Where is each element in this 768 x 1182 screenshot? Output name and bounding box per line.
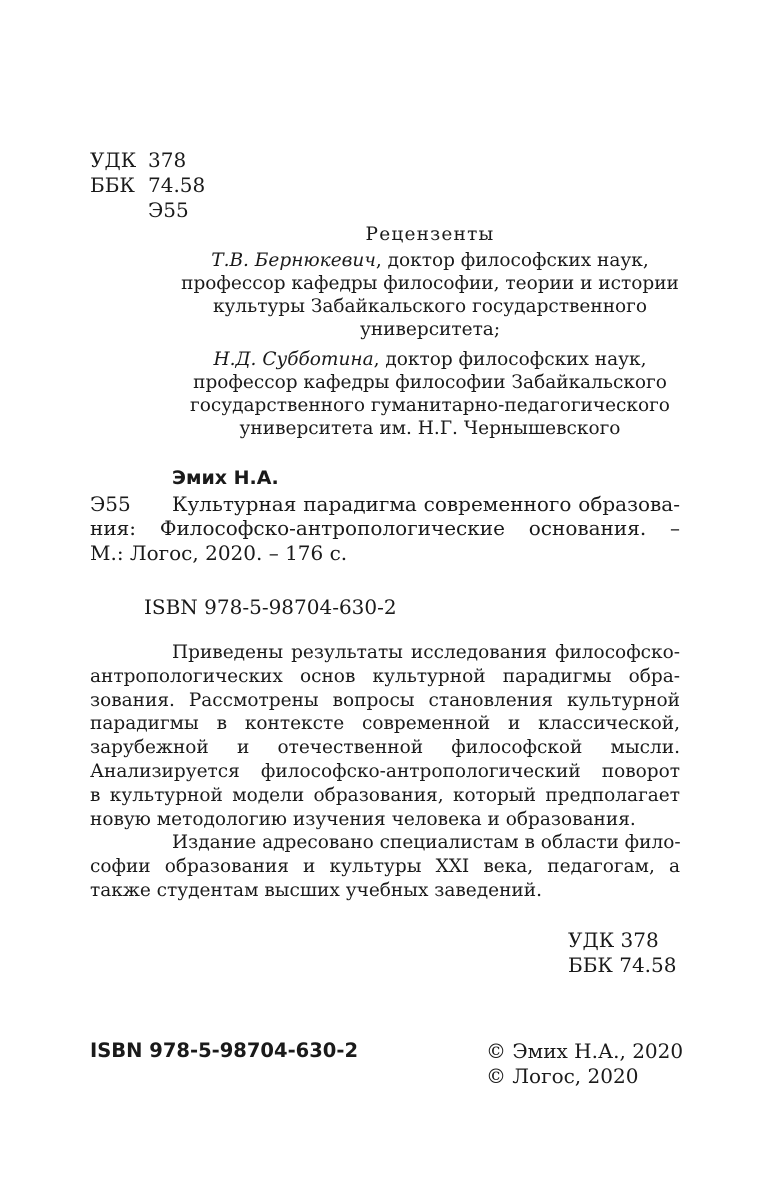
annotation-line: новую методологию изучения человека и образования. xyxy=(90,808,636,830)
bib-line-3: М.: Логос, 2020. – 176 с. xyxy=(90,541,348,566)
annotation xyxy=(90,641,680,903)
bib-author-mark: Э55 xyxy=(90,492,131,516)
bib-isbn: ISBN 978-5-98704-630-2 xyxy=(144,595,397,619)
reviewer-2-line-2: профессор кафедры философии Забайкальского xyxy=(193,372,667,393)
reviewer-1-line-1-rest: , доктор философских наук, xyxy=(375,250,649,271)
footer-isbn: ISBN 978-5-98704-630-2 xyxy=(90,1039,359,1062)
copyright-author: © Эмих Н.А., 2020 xyxy=(486,1039,684,1063)
reviewer-1-line-2: профессор кафедры философии, теории и истории xyxy=(181,273,679,294)
udk-label: УДК xyxy=(90,148,137,172)
bottom-udk: УДК 378 xyxy=(568,928,659,952)
annotation-line: зарубежной и отечественной философской мысли. xyxy=(90,737,680,759)
reviewer-2-line-4: университета им. Н.Г. Чернышевского xyxy=(239,418,621,439)
bottom-bbk: ББК 74.58 xyxy=(568,953,677,977)
reviewer-2-name: Н.Д. Субботина xyxy=(213,349,374,370)
annotation-line: софии образования и культуры XXI века, педагогам, а xyxy=(90,856,680,878)
copyright-publisher: © Логос, 2020 xyxy=(486,1064,639,1088)
reviewer-1-line-4: университета; xyxy=(359,319,501,340)
reviewer-1-line-1 xyxy=(90,249,768,272)
annotation-line: антропологических основ культурной парадигмы обра- xyxy=(90,665,680,687)
reviewer-1-name: Т.В. Бернюкевич xyxy=(211,250,376,271)
annotation-line: Издание адресовано специалистам в области фило- xyxy=(172,832,681,854)
annotation-line: Анализируется философско-антропологический поворот xyxy=(90,760,680,782)
book-author: Эмих Н.А. xyxy=(172,467,279,489)
reviewers-heading: Рецензенты xyxy=(365,224,495,245)
annotation-line: также студентам высших учебных заведений. xyxy=(90,879,542,901)
reviewer-2-line-1-rest: , доктор философских наук, xyxy=(373,349,647,370)
bib-line-2: ния: Философско-антропологические основания. – xyxy=(90,515,680,540)
reviewer-2-line-3: государственного гуманитарно-педагогического xyxy=(190,395,670,416)
bib-line-1: Культурная парадигма современного образова- xyxy=(172,492,680,516)
reviewer-1-line-3: культуры Забайкальского государственного xyxy=(212,296,647,317)
reviewer-2 xyxy=(90,348,768,440)
bbk-value: 74.58 xyxy=(148,173,206,197)
reviewer-1 xyxy=(90,249,768,341)
annotation-line: зования. Рассмотрены вопросы становления культурной xyxy=(90,689,680,711)
annotation-line: Приведены результаты исследования философско- xyxy=(172,642,680,663)
annotation-line: в культурной модели образования, который предполагает xyxy=(90,784,680,806)
annotation-line: парадигмы в контексте современной и классической, xyxy=(90,713,680,735)
reviewer-2-line-1 xyxy=(90,348,768,371)
author-mark: Э55 xyxy=(148,198,189,222)
bbk-label: ББК xyxy=(90,173,135,197)
udk-value: 378 xyxy=(148,148,187,172)
